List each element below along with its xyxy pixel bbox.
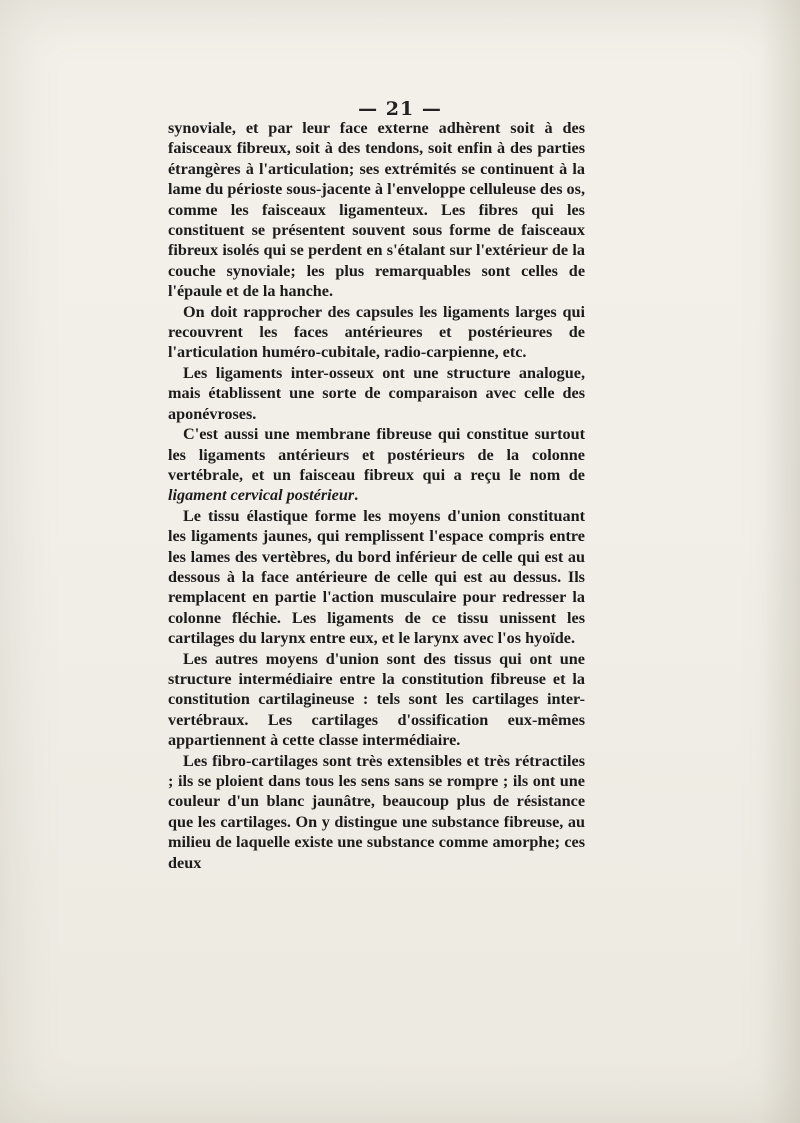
paragraph-6: Les autres moyens d'union sont des tissus qui ont une structure intermédiaire entre la constitution fibreuse et la constitution cartilagineuse : tels sont les cartilages inter-vertébraux. Les cartilages d'ossification eux-mêmes appartiennent à cette classe intermédiaire. <box>168 649 585 750</box>
paragraph-2: On doit rapprocher des capsules les ligaments larges qui recouvrent les faces antérieures et postérieures de l'articulation huméro-cubitale, radio-carpienne, etc. <box>168 302 585 362</box>
paragraph-4-text: C'est aussi une membrane fibreuse qui constitue surtout les ligaments antérieurs et postérieurs de la colonne vertébrale, et un faisceau fibreux qui a reçu le nom de <box>168 425 585 484</box>
paragraph-1: synoviale, et par leur face externe adhèrent soit à des faisceaux fibreux, soit à des tendons, soit enfin à des parties étrangères à l'articulation; ses extrémités se continuent à la lame du périoste sous-jacente à l'enveloppe celluleuse des os, comme les faisceaux ligamenteux. Les fibres qui les constituent se présentent souvent sous forme de faisceaux fibreux isolés qui se perdent en s'étalant sur l'extérieur de la couche synoviale; les plus remarquables sont celles de l'épaule et de la hanche. <box>168 119 585 301</box>
paragraph-7: Les fibro-cartilages sont très extensibles et très rétractiles ; ils se ploient dans tous les sens sans se rompre ; ils ont une couleur d'un blanc jaunâtre, beaucoup plus de résistance que les cartilages. On y distingue une substance fibreuse, au milieu de laquelle existe une substance comme amorphe; ces deux <box>168 751 585 872</box>
paragraph-5: Le tissu élastique forme les moyens d'union constituant les ligaments jaunes, qui remplissent l'espace compris entre les lames des vertèbres, du bord inférieur de celle qui est au dessous à la face antérieure de celle qui est au dessus. Ils remplacent en partie l'action musculaire pour redresser la colonne fléchie. Les ligaments de ce tissu unissent les cartilages du larynx entre eux, et le larynx avec l'os hyoïde. <box>168 506 585 648</box>
paragraph-4 <box>168 424 585 506</box>
page-number: — 21 — <box>358 98 442 120</box>
ligament-term: ligament cervical postérieur <box>168 486 355 505</box>
paragraph-3: Les ligaments inter-osseux ont une structure analogue, mais établissent une sorte de comparaison avec celle des aponévroses. <box>168 363 585 423</box>
show-through-shadow <box>200 868 590 885</box>
paragraph-4-end: . <box>354 486 359 505</box>
body-text <box>168 118 585 873</box>
